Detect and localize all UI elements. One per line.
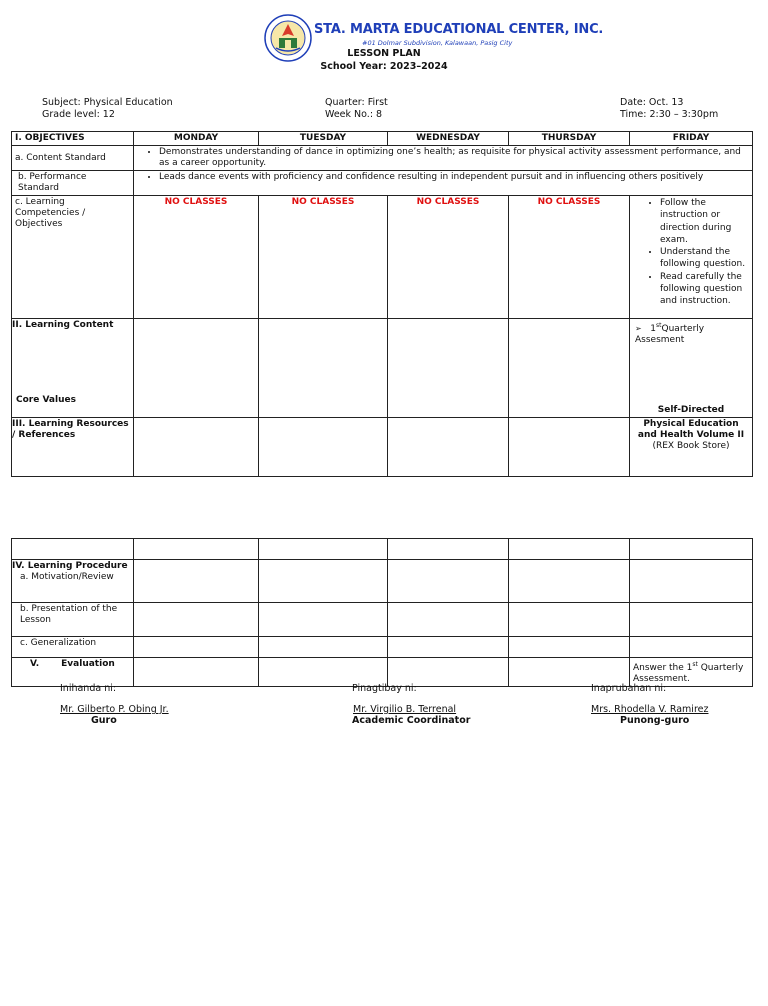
no-classes-thursday: NO CLASSES	[509, 196, 630, 319]
table-row	[12, 560, 753, 603]
content-standard-text: • Demonstrates understanding of dance in optimizing one’s health; as requisite for physical activity assessment performance, and as a career opportunity.	[159, 147, 749, 169]
no-classes-tuesday: NO CLASSES	[259, 196, 388, 319]
week-label: Week No.: 8	[325, 109, 383, 120]
table-header-row	[12, 132, 753, 146]
table-row	[12, 171, 753, 196]
day-header: THURSDAY	[509, 132, 630, 146]
generalization-label: c. Generalization	[12, 637, 134, 658]
evaluation-label: V. Evaluation	[12, 658, 134, 687]
checked-by-title: Academic Coordinator	[352, 715, 471, 726]
competencies-label: c. Learning Competencies / Objectives	[12, 196, 134, 319]
friday-content: ➢ 1stQuarterly Assesment	[635, 322, 705, 345]
quarter-label: Quarter: First	[325, 97, 388, 108]
approved-by-title: Punong-guro	[620, 715, 690, 726]
date-label: Date: Oct. 13	[620, 97, 684, 108]
grade-label: Grade level: 12	[42, 109, 115, 120]
table-row	[12, 637, 753, 658]
list-item: • Understand the following question.	[660, 246, 749, 271]
table-row	[12, 539, 753, 560]
learning-procedure-heading: IV. Learning Procedure	[12, 561, 128, 571]
day-header: TUESDAY	[259, 132, 388, 146]
procedure-table	[11, 538, 753, 687]
document-title: LESSON PLAN	[347, 48, 421, 59]
learning-content-heading: II. Learning Content	[12, 320, 114, 330]
subject-label: Subject: Physical Education	[42, 97, 173, 108]
table-row	[12, 146, 753, 171]
table-row	[12, 418, 753, 477]
day-header: FRIDAY	[630, 132, 753, 146]
core-values-label: Core Values	[16, 395, 76, 405]
presentation-label: b. Presentation of the Lesson	[12, 603, 134, 637]
no-classes-monday: NO CLASSES	[134, 196, 259, 319]
content-standard-label: a. Content Standard	[12, 146, 134, 171]
friday-objectives-list	[630, 197, 749, 308]
no-classes-wednesday: NO CLASSES	[388, 196, 509, 319]
day-header: WEDNESDAY	[388, 132, 509, 146]
friday-core-value: Self-Directed	[657, 405, 725, 415]
checked-by-name: Mr. Virgilio B. Terrenal	[353, 704, 457, 715]
table-row	[12, 603, 753, 637]
prepared-by-title: Guro	[91, 715, 117, 726]
friday-resource-title: Physical Education and Health Volume II	[637, 419, 745, 440]
checked-by-label: Pinagtibay ni:	[352, 683, 417, 694]
prepared-by-label: Inihanda ni:	[60, 683, 117, 694]
school-address: #01 Dolmar Subdivision, Kalawaan, Pasig City	[362, 39, 513, 47]
time-label: Time: 2:30 – 3:30pm	[620, 109, 719, 120]
motivation-label: a. Motivation/Review	[20, 572, 114, 582]
school-year: School Year: 2023–2024	[320, 61, 448, 72]
table-row	[12, 196, 753, 319]
performance-standard-text: • Leads dance events with proficiency and confidence resulting in independent pursuit and in influencing others positively	[159, 172, 749, 183]
objectives-heading: I. OBJECTIVES	[12, 132, 134, 146]
learning-resources-heading: III. Learning Resources / References	[12, 418, 134, 477]
school-name: STA. MARTA EDUCATIONAL CENTER, INC.	[314, 22, 604, 37]
approved-by-name: Mrs. Rhodella V. Ramirez	[591, 704, 709, 715]
friday-evaluation: Answer the 1st Quarterly Assessment.	[630, 658, 753, 687]
arrow-bullet-icon: ➢	[635, 324, 642, 333]
table-row	[12, 319, 753, 418]
prepared-by-name: Mr. Gilberto P. Obing Jr.	[60, 704, 169, 715]
day-header: MONDAY	[134, 132, 259, 146]
friday-resource-publisher: (REX Book Store)	[652, 441, 730, 451]
approved-by-label: Inaprubahan ni:	[591, 683, 667, 694]
lesson-plan-table	[11, 131, 753, 477]
list-item: • Follow the instruction or direction during exam.	[660, 197, 749, 246]
list-item: • Read carefully the following question and instruction.	[660, 271, 749, 308]
performance-standard-label: b. Performance Standard	[12, 171, 134, 196]
